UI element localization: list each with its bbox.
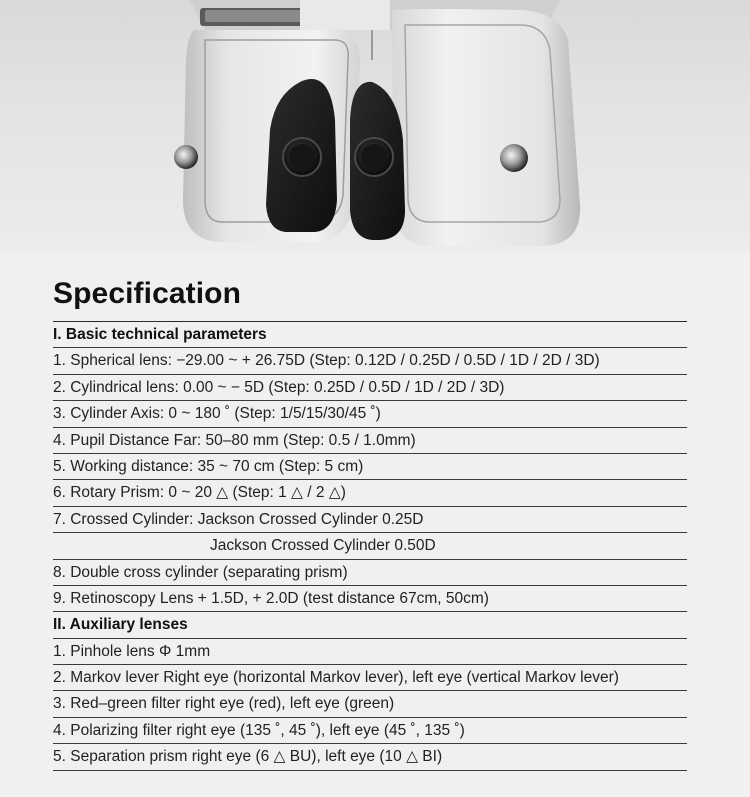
spec-row <box>53 507 687 533</box>
spec-row <box>53 744 687 770</box>
spec-row <box>53 560 687 586</box>
spec-row <box>53 586 687 612</box>
specification-table <box>53 321 687 771</box>
spec-row <box>53 718 687 744</box>
spec-row-text: 7. Crossed Cylinder: Jackson Crossed Cylinder 0.25D <box>53 510 424 528</box>
spec-row-text: 4. Pupil Distance Far: 50–80 mm (Step: 0.5 / 1.0mm) <box>53 431 416 449</box>
spec-row-text: 2. Markov lever Right eye (horizontal Markov lever), left eye (vertical Markov lever) <box>53 669 619 687</box>
spec-row-text: 8. Double cross cylinder (separating prism) <box>53 563 348 581</box>
spec-row-text: Jackson Crossed Cylinder 0.50D <box>210 537 436 555</box>
spec-row <box>53 348 687 374</box>
spec-row <box>53 401 687 427</box>
product-photo <box>0 0 750 252</box>
spec-row-text: 3. Cylinder Axis: 0 ~ 180 ˚ (Step: 1/5/15/30/45 ˚) <box>53 405 381 423</box>
spec-row <box>53 691 687 717</box>
spec-section-header <box>53 612 687 638</box>
spec-row <box>53 375 687 401</box>
spec-row <box>53 665 687 691</box>
spec-row-text: II. Auxiliary lenses <box>53 616 188 634</box>
spec-row-text: 1. Spherical lens: −29.00 ~ + 26.75D (Step: 0.12D / 0.25D / 0.5D / 1D / 2D / 3D) <box>53 352 600 370</box>
spec-row-text: 4. Polarizing filter right eye (135 ˚, 45 ˚), left eye (45 ˚, 135 ˚) <box>53 721 465 739</box>
spec-row <box>53 480 687 506</box>
spec-row-text: I. Basic technical parameters <box>53 326 267 343</box>
spec-row-text: 5. Separation prism right eye (6 △ BU), left eye (10 △ BI) <box>53 748 443 766</box>
spec-row-text: 5. Working distance: 35 ~ 70 cm (Step: 5 cm) <box>53 457 364 475</box>
spec-row-text: 9. Retinoscopy Lens + 1.5D, + 2.0D (test distance 67cm, 50cm) <box>53 589 489 607</box>
spec-section-header <box>53 322 687 348</box>
spec-row <box>53 454 687 480</box>
spec-row <box>53 428 687 454</box>
specification-title: Specification <box>53 277 242 310</box>
spec-row <box>53 533 687 559</box>
spec-row-text: 3. Red–green filter right eye (red), left eye (green) <box>53 695 395 713</box>
spec-row-text: 1. Pinhole lens Φ 1mm <box>53 642 211 660</box>
spec-row <box>53 639 687 665</box>
spec-row-text: 6. Rotary Prism: 0 ~ 20 △ (Step: 1 △ / 2 △) <box>53 484 346 502</box>
phoropter-illustration <box>0 0 750 252</box>
spec-row-text: 2. Cylindrical lens: 0.00 ~ − 5D (Step: 0.25D / 0.5D / 1D / 2D / 3D) <box>53 378 505 396</box>
